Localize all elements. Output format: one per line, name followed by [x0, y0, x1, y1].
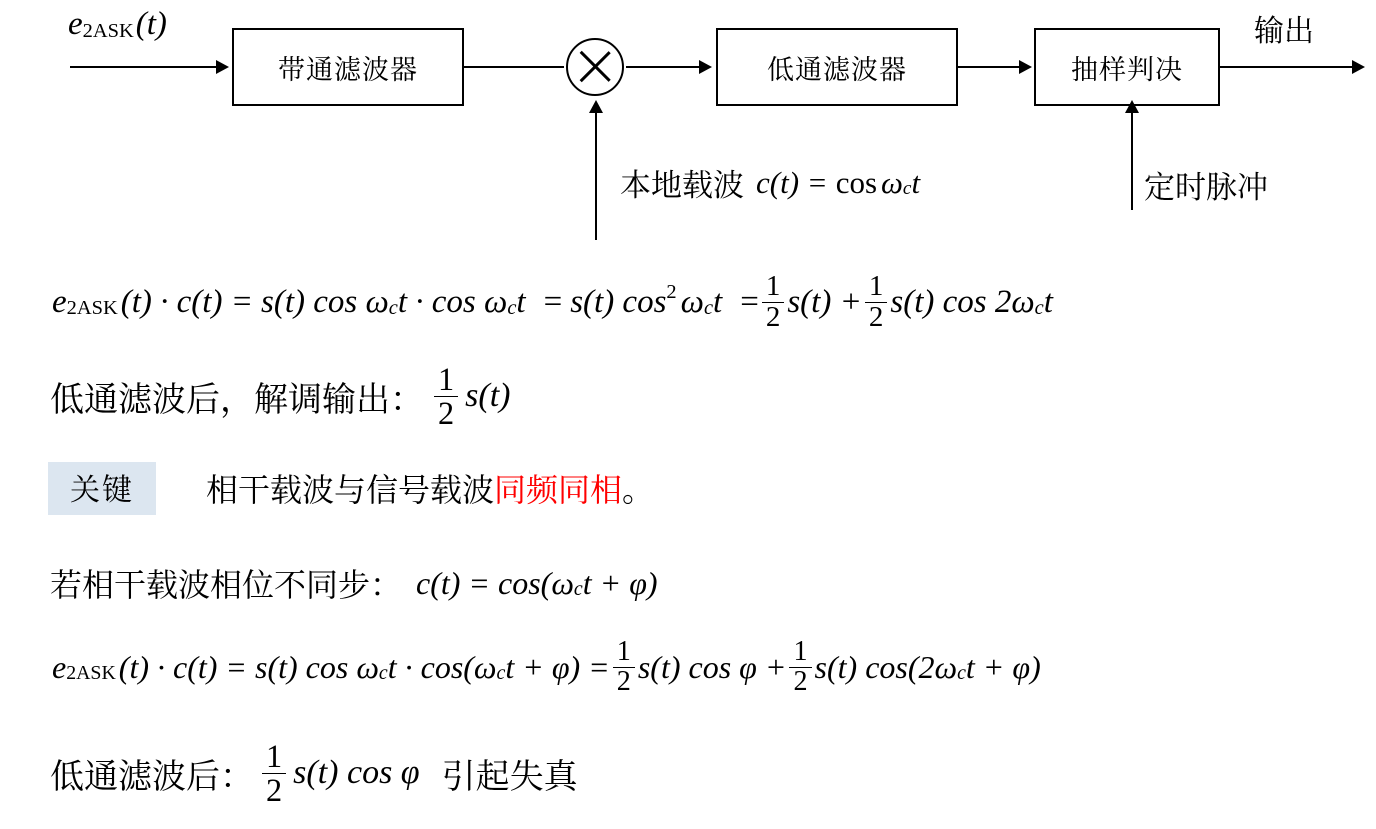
eq4-term3: s(t) cos(2ω — [814, 648, 958, 685]
eq1-frac1-den: 2 — [762, 302, 785, 333]
carrier-formula-lhs: c(t) = — [756, 164, 828, 200]
line3-formula-sub: c — [573, 577, 583, 600]
line3-text: 若相干载波相位不同步： — [50, 566, 403, 604]
eq4-term1-rest: t · cos(ω — [387, 648, 497, 685]
line2-tail: s(t) — [465, 377, 511, 415]
eq1-term2-rest: ω — [680, 283, 704, 320]
input-signal-symbol: e — [68, 6, 83, 42]
line5-text: 低通滤波后： — [50, 756, 254, 797]
eq4-frac1-den: 2 — [613, 667, 635, 697]
line5-frac-num: 1 — [266, 738, 283, 774]
eq1-fraction-half-2 — [865, 272, 888, 332]
carrier-formula-t: t — [911, 164, 921, 200]
carrier-label-text: 本地载波 — [620, 168, 744, 204]
line2-fraction-half — [434, 363, 458, 430]
eq4-term1-tail: t + φ) = — [505, 648, 610, 685]
wire-lowpass-to-sampler — [958, 66, 1022, 68]
arrow-carrier — [589, 100, 603, 113]
carrier-label — [620, 160, 920, 205]
eq4-term1-sub: c — [378, 662, 388, 685]
wire-bandpass-to-multiplier — [464, 66, 564, 68]
line5-formula: s(t) cos φ — [293, 754, 420, 792]
eq1-frac2-den: 2 — [865, 302, 888, 333]
input-signal-subscript: 2ASK — [82, 19, 134, 42]
eq1-term3: s(t) + — [787, 283, 862, 320]
eq4-frac1-num: 1 — [616, 636, 631, 667]
line5-frac-den: 2 — [262, 773, 286, 807]
eq1-term2-sub: c — [703, 297, 714, 320]
carrier-formula-cos: cos — [835, 164, 878, 200]
eq4-frac2-num: 1 — [793, 636, 808, 667]
eq1-term1-t2: t — [516, 283, 526, 320]
line5-tail: 引起失真 — [441, 756, 578, 797]
key-line-before: 相干载波与信号载波 — [206, 471, 495, 509]
equation-line-5 — [50, 740, 578, 807]
eq1-term4-t: t — [1043, 283, 1053, 320]
eq4-e-sub: 2ASK — [66, 662, 116, 685]
input-signal-arg: (t) — [135, 6, 167, 42]
eq4-term1: s(t) cos ω — [255, 648, 379, 685]
line2-frac-den: 2 — [434, 396, 458, 430]
eq1-e-sub: 2ASK — [66, 297, 118, 320]
carrier-formula-omega: ω — [881, 164, 903, 200]
wire-multiplier-to-lowpass — [626, 66, 701, 68]
input-signal-label — [68, 6, 167, 43]
eq4-term1-sub2: c — [496, 662, 506, 685]
eq1-frac1-num: 1 — [765, 270, 781, 302]
multiplier[interactable] — [566, 38, 624, 96]
eq1-frac2-num: 1 — [868, 270, 884, 302]
wire-output — [1220, 66, 1356, 68]
block-bandpass-filter-label: 带通滤波器 — [278, 54, 418, 86]
eq1-term2: s(t) cos — [570, 283, 667, 320]
key-line — [206, 465, 654, 511]
line2-text: 低通滤波后，解调输出： — [50, 379, 424, 420]
eq4-frac2-den: 2 — [789, 667, 811, 697]
arrow-lowpass-in — [699, 60, 712, 74]
wire-timing — [1131, 110, 1133, 210]
eq4-term2: s(t) cos φ + — [637, 648, 787, 685]
equation-line-4 — [52, 638, 1041, 696]
eq4-term3-tail: t + φ) — [965, 648, 1041, 685]
timing-pulse-label: 定时脉冲 — [1144, 170, 1268, 206]
key-badge-label: 关键 — [70, 473, 134, 508]
block-lowpass-filter[interactable] — [716, 28, 958, 106]
eq1-term2-sup: 2 — [666, 280, 677, 303]
eq4-lhs-rest: (t) · c(t) = — [118, 648, 247, 685]
arrow-output — [1352, 60, 1365, 74]
eq1-term2-t: t — [713, 283, 723, 320]
equation-line-1 — [52, 272, 1053, 332]
wire-input — [70, 66, 218, 68]
eq1-term1-sub: c — [388, 297, 398, 320]
eq1-term4: s(t) cos 2ω — [890, 283, 1035, 320]
block-sampling-decision[interactable] — [1034, 28, 1220, 106]
line3-formula-c: c(t) = cos(ω — [416, 564, 574, 601]
key-line-after: 。 — [622, 471, 655, 509]
output-label: 输出 — [1254, 14, 1314, 49]
eq4-fraction-half-1 — [613, 638, 635, 696]
arrow-timing — [1125, 100, 1139, 113]
eq1-lhs-rest: (t) · c(t) = — [120, 283, 253, 320]
eq1-equals-2: = — [543, 283, 563, 320]
eq1-fraction-half-1 — [762, 272, 785, 332]
eq1-equals-3: = — [740, 283, 759, 320]
wire-carrier — [595, 110, 597, 240]
line2-frac-num: 1 — [438, 361, 455, 397]
block-bandpass-filter[interactable] — [232, 28, 464, 106]
arrow-sampler-in — [1019, 60, 1032, 74]
eq1-term1: s(t) cos ω — [260, 283, 389, 320]
equation-line-2 — [50, 363, 510, 430]
equation-line-3 — [50, 560, 658, 606]
eq1-term1-sub2: c — [507, 297, 517, 320]
eq4-e: e — [52, 648, 67, 685]
key-line-highlight: 同频同相 — [494, 471, 623, 509]
eq1-e: e — [52, 283, 67, 320]
eq1-term1-t: t · cos ω — [397, 283, 508, 320]
key-badge — [48, 462, 156, 515]
eq4-term3-sub: c — [957, 662, 966, 685]
eq1-term4-sub: c — [1034, 297, 1044, 320]
line3-formula-rest: t + φ) — [582, 564, 658, 601]
block-sampling-decision-label: 抽样判决 — [1071, 54, 1183, 86]
line5-fraction-half — [262, 740, 286, 807]
eq4-fraction-half-2 — [789, 638, 811, 696]
block-lowpass-filter-label: 低通滤波器 — [767, 54, 907, 86]
carrier-formula-omega-sub: c — [902, 177, 912, 199]
arrow-input — [216, 60, 229, 74]
